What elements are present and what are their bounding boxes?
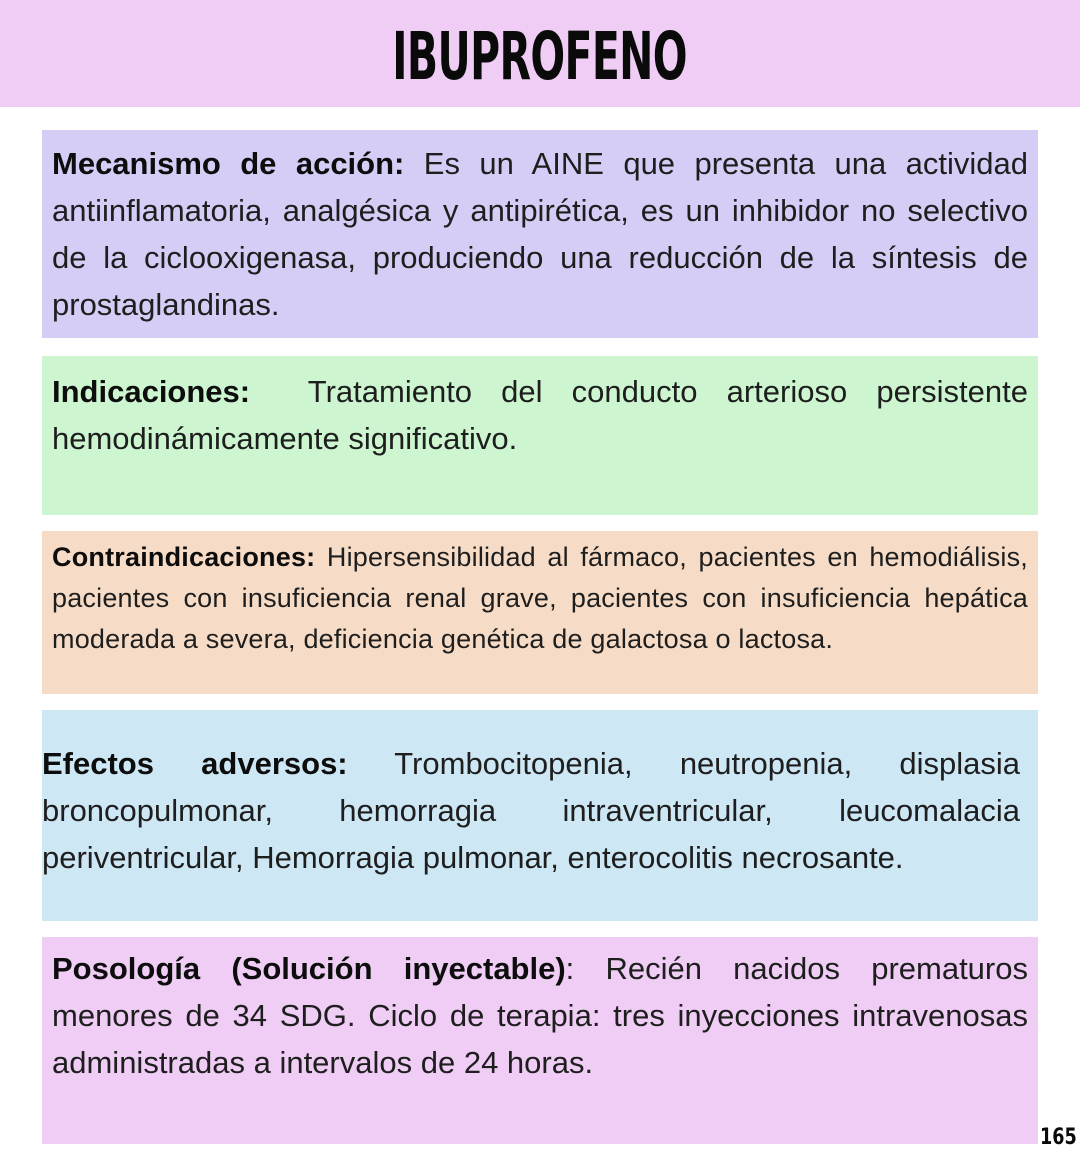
- section-text: Es un AINE que presenta una actividad antiinflamatoria, analgésica y antipirética, es un inhibidor no selectivo de la ciclooxigenasa, produciendo una reducción de la síntesis de prostaglandinas.: [52, 146, 1028, 322]
- section-mechanism-of-action: [42, 130, 1038, 338]
- section-label: Efectos adversos:: [42, 746, 348, 781]
- page-number: 165: [1040, 1125, 1077, 1150]
- section-label: Indicaciones:: [52, 374, 251, 409]
- section-dosage: [42, 937, 1038, 1144]
- section-paragraph: [52, 140, 1028, 328]
- section-paragraph: [52, 368, 1037, 462]
- section-contraindications: [42, 531, 1038, 694]
- page-title: IBUPROFENO: [392, 17, 688, 95]
- section-text: Hipersensibilidad al fármaco, pacientes en hemodiálisis, pacientes con insuficiencia renal grave, pacientes con insuficiencia hepática moderada a severa, deficiencia genética de galactosa o lactosa.: [52, 542, 1028, 654]
- section-text: : Recién nacidos prematuros menores de 34 SDG. Ciclo de terapia: tres inyecciones intravenosas administradas a intervalos de 24 horas.: [52, 951, 1028, 1080]
- section-paragraph: [42, 740, 1020, 881]
- section-label: Mecanismo de acción:: [52, 146, 405, 181]
- section-indications: [42, 356, 1038, 515]
- section-paragraph: [52, 945, 1028, 1086]
- section-label: Posología (Solución inyectable): [52, 951, 566, 986]
- section-adverse-effects: [42, 710, 1038, 921]
- section-text: Tratamiento del conducto arterioso persistente hemodinámicamente significativo.: [52, 374, 1037, 456]
- title-banner: [0, 0, 1080, 107]
- section-text: Trombocitopenia, neutropenia, displasia broncopulmonar, hemorragia intraventricular, leucomalacia periventricular, Hemorragia pulmonar, enterocolitis necrosante.: [42, 746, 1020, 875]
- section-label: Contraindicaciones:: [52, 542, 316, 572]
- section-paragraph: [52, 537, 1028, 660]
